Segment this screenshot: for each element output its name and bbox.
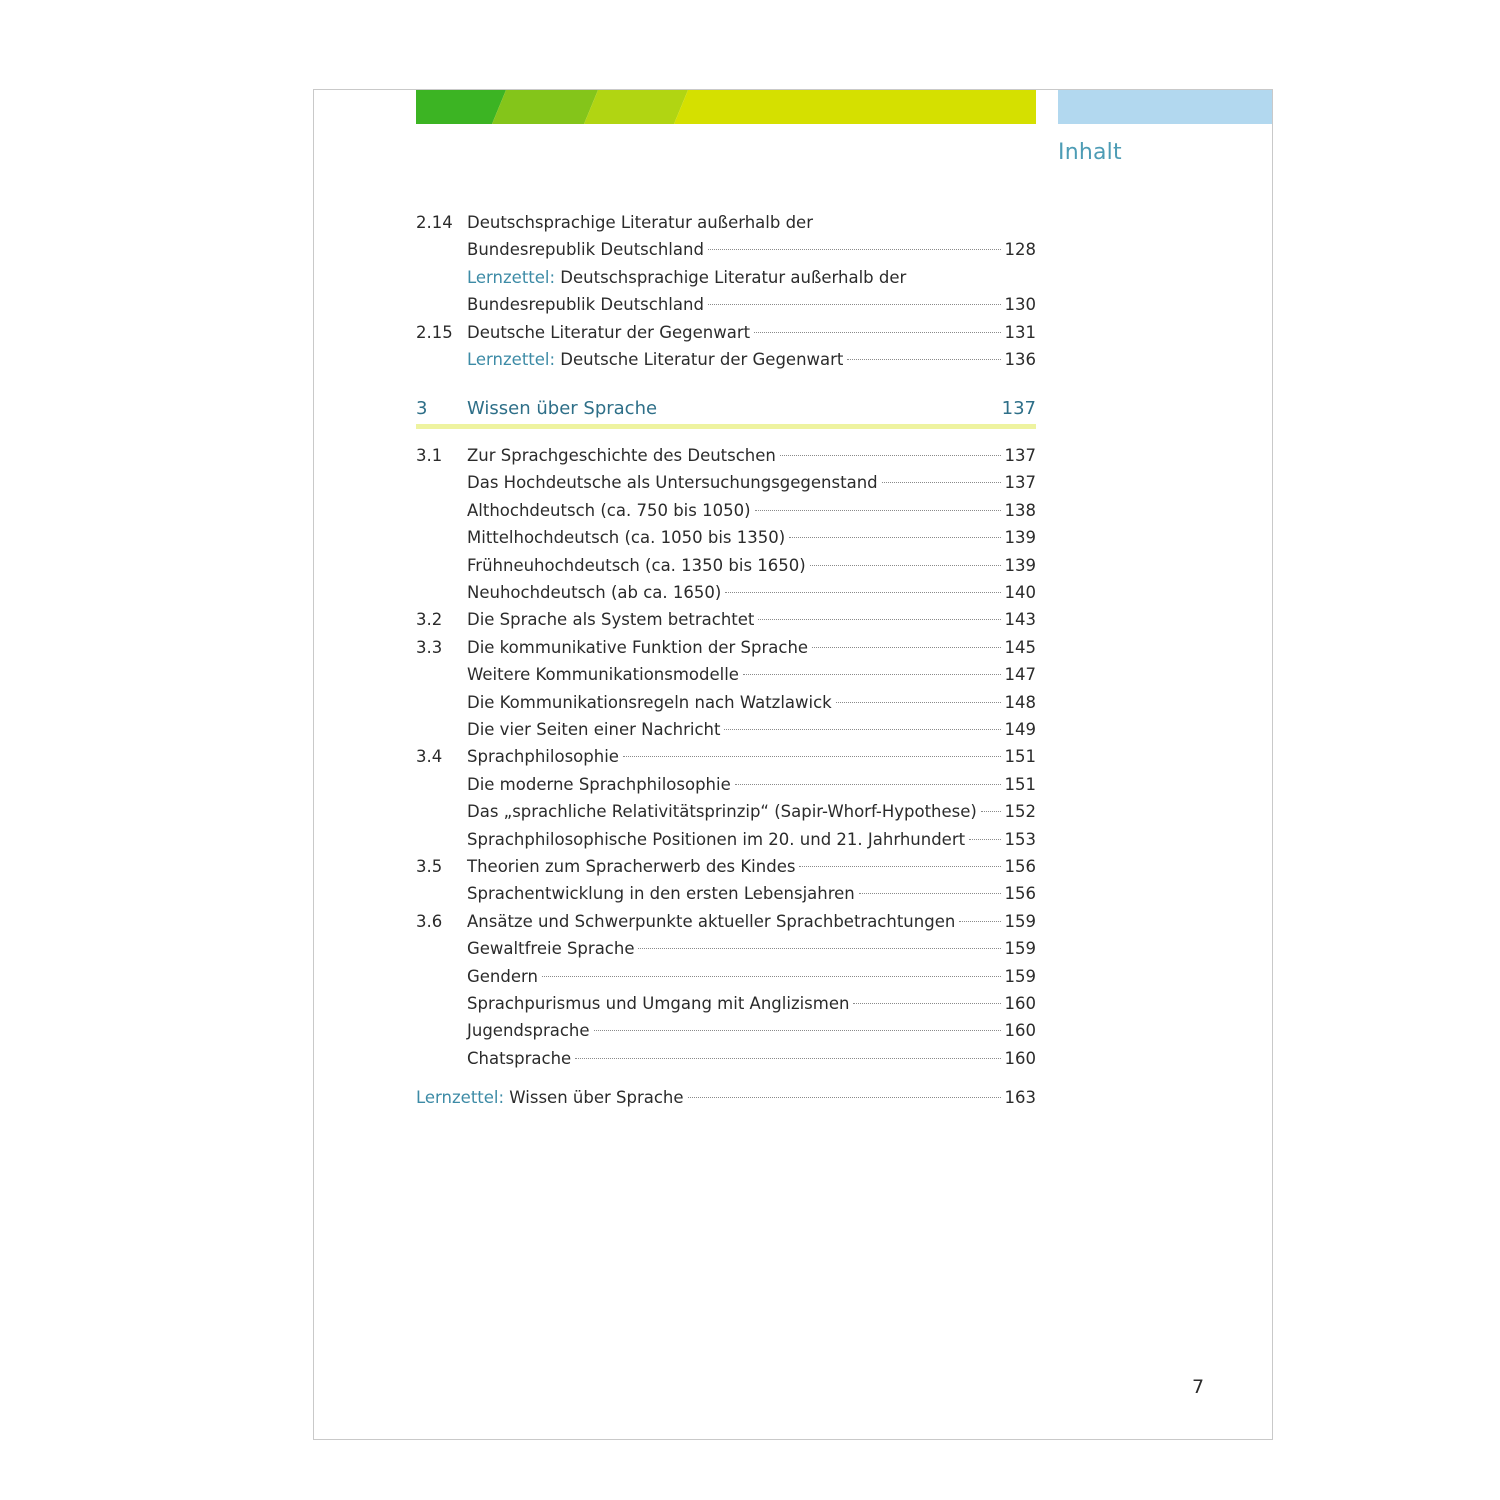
toc-page-number: 159 [1004, 939, 1036, 959]
toc-page-number: 160 [1004, 994, 1036, 1013]
toc-entry[interactable] [416, 608, 1036, 632]
toc-entry-title: Die kommunikative Funktion der Sprache [467, 637, 809, 657]
dot-leader [882, 482, 1001, 483]
toc-entry[interactable] [416, 1047, 1036, 1071]
dot-leader [754, 332, 1000, 333]
toc-entry[interactable] [416, 910, 1036, 934]
toc-page-number: 137 [1004, 446, 1036, 465]
toc-entry-number: 3.4 [416, 747, 443, 767]
toc-page-number: 143 [1004, 610, 1036, 630]
toc-entry[interactable] [416, 800, 1036, 824]
toc-entry-number: 3.3 [416, 637, 443, 657]
toc-entry-number: 3.2 [416, 610, 443, 630]
dot-leader [688, 1097, 1001, 1098]
toc-entry-title: Ansätze und Schwerpunkte aktueller Sprachbetrachtungen [467, 911, 956, 931]
toc-entry-title: Mittelhochdeutsch (ca. 1050 bis 1350) [467, 528, 786, 548]
toc-page-number: 148 [1004, 692, 1036, 712]
toc-page-number: 152 [1004, 802, 1036, 822]
toc-entry-title: Das „sprachliche Relativitätsprinzip“ (Sapir-Whorf-Hypothese) [467, 802, 977, 822]
toc-entry[interactable] [416, 992, 1036, 1016]
stripe-segment-3 [584, 90, 688, 124]
toc-page-number: 163 [1004, 1088, 1036, 1107]
dot-leader [755, 510, 1001, 511]
toc-entry-number: 2.14 [416, 213, 453, 232]
toc-page-number: 160 [1004, 1021, 1036, 1041]
toc-page-number: 139 [1004, 555, 1036, 575]
toc-entry-2-14-line1[interactable] [416, 211, 1036, 235]
toc-entry-2-15[interactable] [416, 321, 1036, 345]
dot-leader [735, 784, 1001, 785]
toc-entry[interactable] [416, 718, 1036, 742]
toc-entry-title: Theorien zum Spracherwerb des Kindes [467, 857, 796, 876]
toc-entry-title: Bundesrepublik Deutschland [467, 240, 704, 259]
toc-entry-title: Neuhochdeutsch (ab ca. 1650) [467, 583, 722, 602]
toc-page-number: 156 [1004, 884, 1036, 904]
toc-entry[interactable] [416, 882, 1036, 906]
toc-page-number: 138 [1004, 500, 1036, 520]
chapter-title: Wissen über Sprache [467, 398, 658, 419]
dot-leader [638, 948, 1000, 949]
dot-leader [743, 674, 1001, 675]
toc-entry[interactable] [416, 554, 1036, 578]
stripe-segment-1 [416, 90, 506, 124]
toc-page-number: 147 [1004, 665, 1036, 685]
dot-leader [708, 304, 1001, 305]
toc-entry[interactable] [416, 526, 1036, 550]
dot-leader [780, 455, 1001, 456]
dot-leader [594, 1030, 1001, 1031]
toc-entry-number: 3.5 [416, 857, 443, 876]
toc-lernzettel-2-15[interactable] [416, 348, 1036, 372]
dot-leader [575, 1058, 1000, 1059]
dot-leader [810, 565, 1001, 566]
toc-entry-title: Sprachphilosophische Positionen im 20. und 21. Jahrhundert [467, 829, 966, 849]
header-color-stripe [416, 90, 1036, 124]
toc-entry-number: 3.1 [416, 446, 443, 465]
toc-entry[interactable] [416, 828, 1036, 852]
toc-entry-title: Gendern [467, 966, 538, 986]
toc-page-number: 145 [1004, 637, 1036, 657]
toc-entry-title: Jugendsprache [467, 1021, 590, 1041]
dot-leader [853, 1003, 1000, 1004]
dot-leader [969, 839, 1000, 840]
dot-leader [812, 647, 1000, 648]
toc-entry[interactable] [416, 745, 1036, 769]
toc-entry-title: Chatsprache [467, 1048, 572, 1068]
dot-leader [789, 537, 1000, 538]
toc-entry-title: Weitere Kommunikationsmodelle [467, 665, 739, 685]
dot-leader [623, 756, 1001, 757]
toc-page-number: 156 [1004, 857, 1036, 876]
toc-page-number: 140 [1004, 583, 1036, 602]
dot-leader [724, 729, 1000, 730]
toc-entry-title: Sprachphilosophie [467, 747, 619, 767]
toc-entry-title: Das Hochdeutsche als Untersuchungsgegenstand [467, 473, 878, 493]
dot-leader [836, 702, 1001, 703]
lernzettel-label: Lernzettel: [467, 268, 556, 287]
toc-entry[interactable] [416, 965, 1036, 989]
toc-page-number: 136 [1004, 350, 1036, 369]
toc-page-number: 160 [1004, 1048, 1036, 1068]
toc-page-number: 130 [1004, 295, 1036, 314]
toc-lernzettel-line1[interactable] [416, 266, 1036, 290]
toc-page-number: 151 [1004, 774, 1036, 794]
toc-entry-title: Althochdeutsch (ca. 750 bis 1050) [467, 500, 751, 520]
toc-entry-title: Sprachpurismus und Umgang mit Anglizismen [467, 994, 850, 1013]
toc-entry[interactable] [416, 471, 1036, 495]
dot-leader [859, 893, 1001, 894]
toc-lernzettel-final[interactable] [416, 1086, 1036, 1110]
stripe-segment-4 [674, 90, 1036, 124]
toc-entry-title: Sprachentwicklung in den ersten Lebensjahren [467, 884, 855, 904]
toc-page-number: 153 [1004, 829, 1036, 849]
toc-page-number: 159 [1004, 966, 1036, 986]
toc-entry-title: Die Sprache als System betrachtet [467, 610, 755, 630]
toc-entry-2-14-line2[interactable] [416, 238, 1036, 262]
toc-entry-title: Deutschsprachige Literatur außerhalb der [555, 268, 907, 287]
toc-entry[interactable] [416, 581, 1036, 605]
dot-leader [542, 976, 1001, 977]
toc-entry-title: Bundesrepublik Deutschland [467, 295, 704, 314]
lernzettel-label: Lernzettel: [467, 350, 556, 369]
toc-page-number: 128 [1004, 240, 1036, 259]
toc-entry-title: Die moderne Sprachphilosophie [467, 774, 731, 794]
chapter-page-number: 137 [1001, 398, 1036, 419]
dot-leader [981, 811, 1001, 812]
toc-page-number: 149 [1004, 720, 1036, 739]
toc-entry-title: Wissen über Sprache [504, 1088, 684, 1107]
toc-entry-title: Zur Sprachgeschichte des Deutschen [467, 446, 776, 465]
toc-entry[interactable] [416, 663, 1036, 687]
toc-entry-number: 3.6 [416, 911, 443, 931]
dot-leader [847, 359, 1000, 360]
toc-entry-title: Deutsche Literatur der Gegenwart [467, 323, 751, 342]
stripe-segment-2 [492, 90, 598, 124]
dot-leader [725, 592, 1000, 593]
toc-entry[interactable] [416, 636, 1036, 660]
toc-entry[interactable] [416, 937, 1036, 961]
toc-entry[interactable] [416, 855, 1036, 879]
section-label: Inhalt [1058, 140, 1122, 165]
lernzettel-label: Lernzettel: [416, 1088, 505, 1107]
dot-leader [758, 619, 1000, 620]
toc-entry[interactable] [416, 1019, 1036, 1043]
chapter-number: 3 [416, 398, 428, 419]
toc-entry-title: Deutschsprachige Literatur außerhalb der [467, 213, 813, 232]
toc-entry[interactable] [416, 691, 1036, 715]
toc-entry-title: Die vier Seiten einer Nachricht [467, 720, 721, 739]
header-blue-tab [1058, 90, 1272, 124]
chapter-underline-bar [416, 424, 1036, 429]
toc-entry-number: 2.15 [416, 323, 453, 342]
dot-leader [959, 921, 1000, 922]
toc-page-number: 159 [1004, 911, 1036, 931]
toc-page-number: 139 [1004, 528, 1036, 548]
toc-chapter-heading[interactable] [416, 394, 1036, 424]
toc-entry-title: Deutsche Literatur der Gegenwart [555, 350, 844, 369]
toc-page-number: 151 [1004, 747, 1036, 767]
toc-entry[interactable] [416, 444, 1036, 468]
toc-page-number: 131 [1004, 323, 1036, 342]
dot-leader [708, 249, 1001, 250]
toc-entry[interactable] [416, 499, 1036, 523]
dot-leader [799, 866, 1000, 867]
toc-page-number: 137 [1004, 473, 1036, 493]
toc-entry[interactable] [416, 773, 1036, 797]
toc-entry-title: Frühneuhochdeutsch (ca. 1350 bis 1650) [467, 555, 806, 575]
toc-entry-title: Gewaltfreie Sprache [467, 939, 635, 959]
toc-lernzettel-line2[interactable] [416, 293, 1036, 317]
page-number: 7 [1192, 1376, 1205, 1398]
toc-entry-title: Die Kommunikationsregeln nach Watzlawick [467, 692, 832, 712]
